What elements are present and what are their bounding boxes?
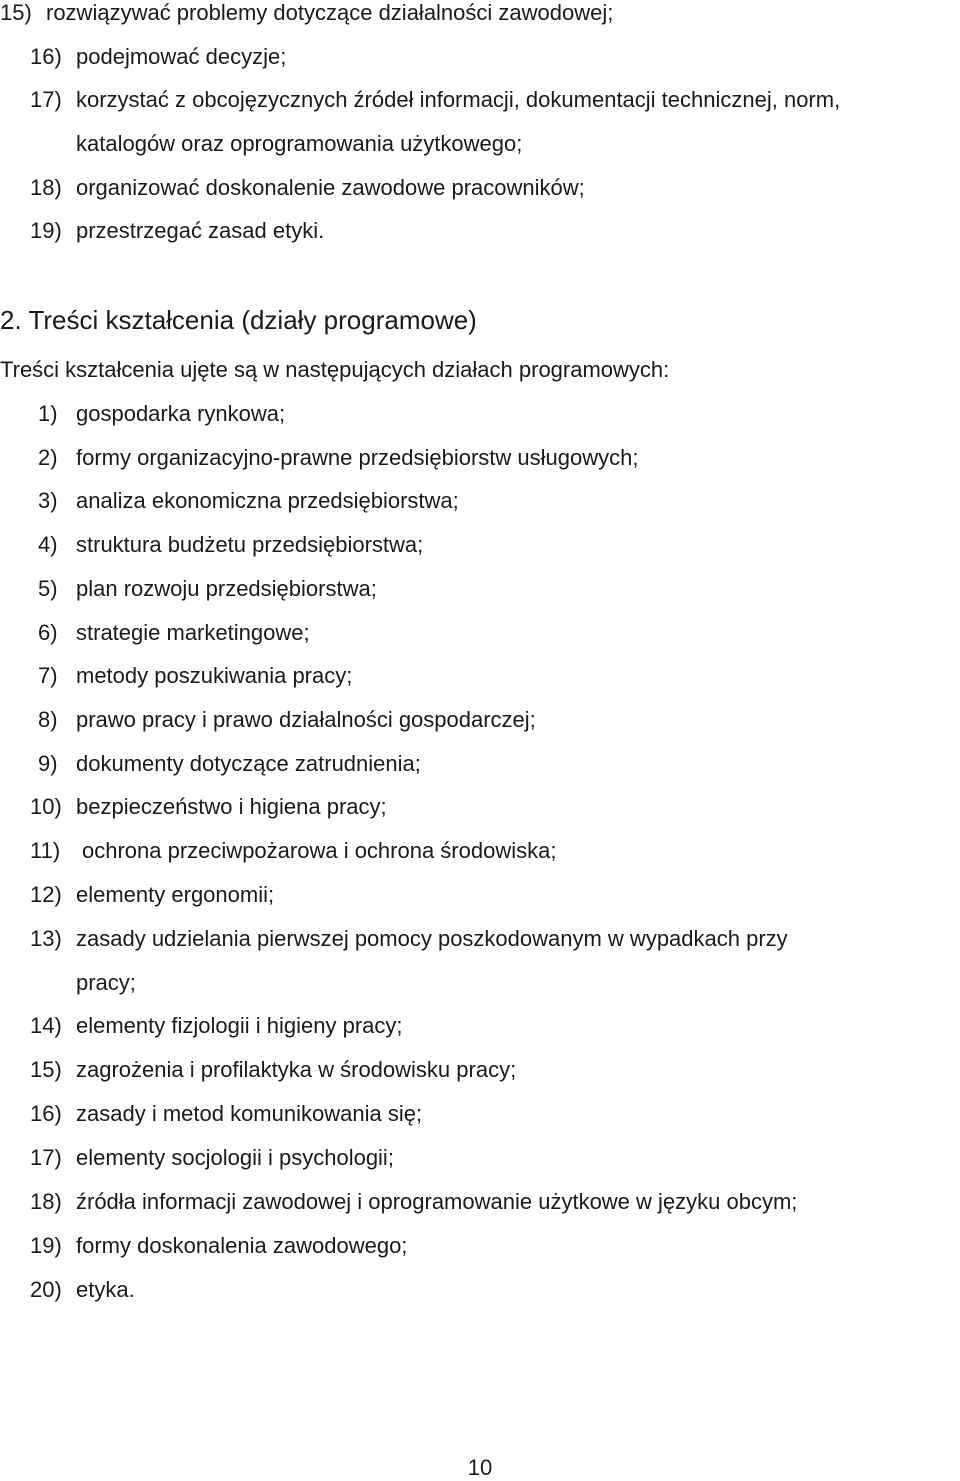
item-number: 5) — [38, 576, 58, 601]
item-number: 15) — [0, 0, 32, 25]
item-text: korzystać z obcojęzycznych źródeł informacji, dokumentacji technicznej, norm, — [76, 87, 841, 112]
item-number: 10) — [30, 794, 62, 819]
item-number: 17) — [30, 87, 62, 112]
item-text: przestrzegać zasad etyki. — [76, 218, 325, 243]
item-text: gospodarka rynkowa; — [76, 401, 286, 426]
item-text: zasady udzielania pierwszej pomocy poszkodowanym w wypadkach przy — [76, 926, 788, 951]
item-number: 16) — [30, 44, 62, 69]
item-number: 18) — [30, 175, 62, 200]
item-text: struktura budżetu przedsiębiorstwa; — [76, 532, 424, 557]
item-number: 12) — [30, 882, 62, 907]
item-number: 9) — [38, 751, 58, 776]
item-number: 1) — [38, 401, 58, 426]
item-text: elementy socjologii i psychologii; — [76, 1145, 394, 1170]
item-number: 18) — [30, 1189, 62, 1214]
item-number: 4) — [38, 532, 58, 557]
item-text: prawo pracy i prawo działalności gospodarczej; — [76, 707, 536, 732]
item-number: 15) — [30, 1057, 62, 1082]
item-number: 2) — [38, 445, 58, 470]
item-text: rozwiązywać problemy dotyczące działalności zawodowej; — [46, 0, 614, 25]
item-text: formy organizacyjno-prawne przedsiębiorstw usługowych; — [76, 445, 639, 470]
item-text: zasady i metod komunikowania się; — [76, 1101, 423, 1126]
item-text: katalogów oraz oprogramowania użytkowego; — [76, 131, 523, 156]
item-text: strategie marketingowe; — [76, 620, 310, 645]
item-text: bezpieczeństwo i higiena pracy; — [76, 794, 387, 819]
item-number: 19) — [30, 218, 62, 243]
item-text: dokumenty dotyczące zatrudnienia; — [76, 751, 421, 776]
item-text: ochrona przeciwpożarowa i ochrona środowiska; — [82, 838, 557, 863]
item-number: 7) — [38, 663, 58, 688]
item-text: elementy fizjologii i higieny pracy; — [76, 1013, 403, 1038]
item-text: elementy ergonomii; — [76, 882, 275, 907]
item-text: etyka. — [76, 1277, 135, 1302]
item-number: 6) — [38, 620, 58, 645]
section-intro: Treści kształcenia ujęte są w następujących działach programowych: — [0, 357, 670, 382]
item-number: 3) — [38, 488, 58, 513]
item-number: 19) — [30, 1233, 62, 1258]
item-text: podejmować decyzje; — [76, 44, 287, 69]
item-number: 20) — [30, 1277, 62, 1302]
item-number: 11) — [30, 838, 61, 863]
item-number: 17) — [30, 1145, 62, 1170]
item-number: 8) — [38, 707, 58, 732]
item-number: 14) — [30, 1013, 62, 1038]
item-number: 13) — [30, 926, 62, 951]
item-text: plan rozwoju przedsiębiorstwa; — [76, 576, 377, 601]
item-text: źródła informacji zawodowej i oprogramowanie użytkowe w języku obcym; — [76, 1189, 798, 1214]
item-text: zagrożenia i profilaktyka w środowisku pracy; — [76, 1057, 517, 1082]
item-text: pracy; — [76, 970, 136, 995]
item-text: analiza ekonomiczna przedsiębiorstwa; — [76, 488, 459, 513]
item-text: formy doskonalenia zawodowego; — [76, 1233, 408, 1258]
item-text: metody poszukiwania pracy; — [76, 663, 353, 688]
item-number: 16) — [30, 1101, 62, 1126]
section-heading: 2. Treści kształcenia (działy programowe) — [0, 305, 477, 335]
item-text: organizować doskonalenie zawodowe pracowników; — [76, 175, 585, 200]
page-number: 10 — [467, 1455, 493, 1480]
